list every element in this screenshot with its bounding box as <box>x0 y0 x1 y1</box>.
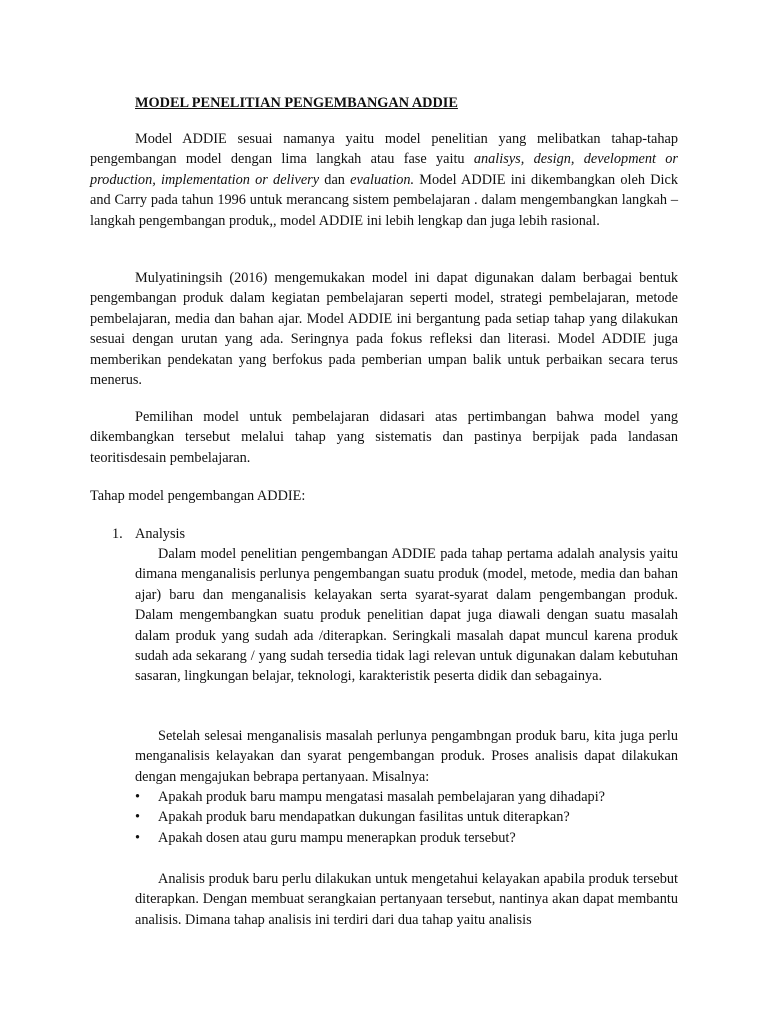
bullet-text: Apakah produk baru mampu mengatasi masalah pembelajaran yang dihadapi? <box>158 789 606 805</box>
analysis-paragraph-3: Analisis produk baru perlu dilakukan untuk mengetahui kelayakan apabila produk tersebut diterapkan. Dengan membuat serangkaian pertanyaan tersebut, nantinya akan dapat membantu analisis. Dimana tahap analisis ini terdiri dari dua tahap yaitu analisis <box>135 871 678 928</box>
bullet-icon: • <box>135 830 141 846</box>
bullet-text: Apakah produk baru mendapatkan dukungan fasilitas untuk diterapkan? <box>158 809 570 825</box>
stages-heading: Tahap model pengembangan ADDIE: <box>90 488 306 504</box>
paragraph-addie-intro <box>90 129 678 231</box>
bullet-icon: • <box>135 789 141 805</box>
paragraph-mulyatiningsih: Mulyatiningsih (2016) mengemukakan model ini dapat digunakan dalam berbagai bentuk pengembangan produk dalam kegiatan pembelajaran seperti model, strategi pembelajaran, metode pembelajaran, media dan bahan ajar. Model ADDIE ini bergantung pada setiap tahap yang dilakukan sesuai dengan urutan yang ada. Seringnya pada fokus refleksi dan literasi. Model ADDIE juga memberikan pendekatan yang berfokus pada pemberian umpan balik untuk perbaikan secara terus menerus. <box>90 270 678 389</box>
analysis-paragraph-1: Dalam model penelitian pengembangan ADDIE pada tahap pertama adalah analysis yaitu dimana menganalisis perlunya pengembangan suatu produk (model, metode, media dan bahan ajar) baru dan menganalisis kelayakan serta syarat-syarat dalam pengembangan produk. Dalam mengembangkan suatu produk penelitian dapat juga diawali dengan suatu masalah dalam produk yang sudah ada /diterapkan. Seringkali masalah dapat muncul karena produk sudah ada sekarang / yang sudah tersedia tidak lagi relevan untuk digunakan dalam kebutuhan sasaran, lingkungan belajar, teknologi, karakteristik peserta didik dan sebagainya. <box>135 546 678 685</box>
list-label-analysis: Analysis <box>135 526 186 542</box>
paragraph-pemilihan-model: Pemilihan model untuk pembelajaran didasari atas pertimbangan bahwa model yang dikembangkan tersebut melalui tahap yang sistematis dan pastinya berpijak pada landasan teoritisdesain pembelajaran. <box>90 409 678 466</box>
analysis-paragraph-2: Setelah selesai menganalisis masalah perlunya pengambngan produk baru, kita juga perlu menganalisis kelayakan dan syarat pengembangan produk. Proses analisis dapat dilakukan dengan mengajukan bebrapa pertanyaan. Misalnya: <box>135 728 678 785</box>
p1-text-e: Model ADDIE ini dikembangkan oleh Dick and Carry pada tahun 1996 untuk merancang sistem pembelajaran . dalam mengembangkan langkah –langkah pengembangan produk,, model ADDIE ini lebih lengkap dan juga lebih rasional. <box>90 171 678 229</box>
list-number: 1. <box>112 526 123 542</box>
bullet-icon: • <box>135 809 141 825</box>
bullet-text: Apakah dosen atau guru mampu menerapkan produk tersebut? <box>158 830 516 846</box>
p1-text-a: Model ADDIE sesuai namanya yaitu model penelitian yang melibatkan tahap-tahap pengembangan model dengan lima langkah atau fase yaitu <box>90 131 678 168</box>
p1-evaluation-italic: evaluation. <box>350 171 415 188</box>
p1-phases-italic: analisys, design, development or production, implementation or delivery <box>90 151 678 188</box>
document-title: MODEL PENELITIAN PENGEMBANGAN ADDIE <box>135 95 458 111</box>
p1-text-c: dan <box>319 171 351 188</box>
